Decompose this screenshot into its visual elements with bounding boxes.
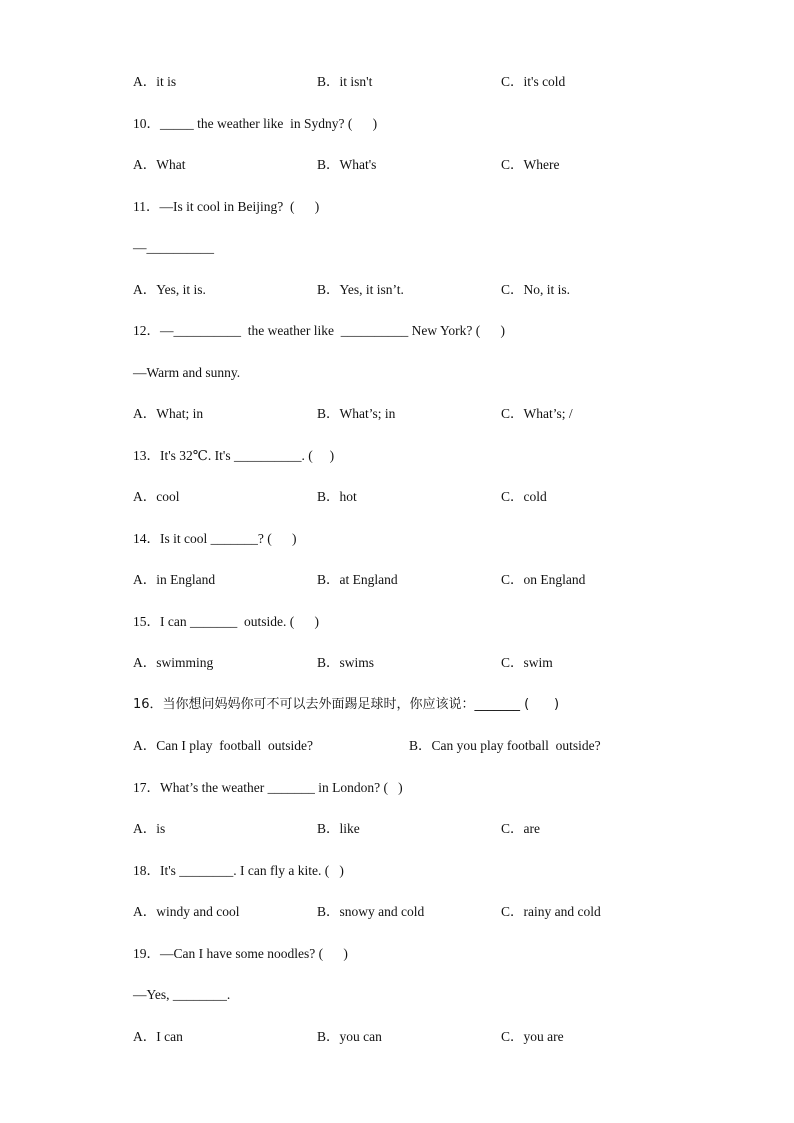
answer-option: C．rainy and cold bbox=[501, 904, 601, 919]
answer-option: B．it isn't bbox=[317, 74, 373, 89]
question-text: 18．It's ________. I can fly a kite. ( ) bbox=[133, 863, 344, 878]
answer-option: A．What; in bbox=[133, 406, 204, 421]
question-text: 14．Is it cool _______? ( ) bbox=[133, 531, 297, 546]
question-text: 15．I can _______ outside. ( ) bbox=[133, 614, 319, 629]
answer-option: B．you can bbox=[317, 1029, 382, 1044]
answer-option: A．in England bbox=[133, 572, 216, 587]
question-text: 19．—Can I have some noodles? ( ) bbox=[133, 946, 348, 961]
answer-option: A．What bbox=[133, 157, 186, 172]
answer-option: B．Yes, it isn’t. bbox=[317, 282, 404, 297]
answer-option: A．Can I play football outside? bbox=[133, 738, 313, 753]
answer-option: C．are bbox=[501, 821, 540, 836]
answer-option: B．like bbox=[317, 821, 360, 836]
answer-option: B．What’s; in bbox=[317, 406, 396, 421]
answer-line: —Warm and sunny. bbox=[133, 365, 241, 380]
answer-option: A．is bbox=[133, 821, 166, 836]
answer-line: —Yes, ________. bbox=[133, 987, 231, 1002]
answer-option: B．snowy and cold bbox=[317, 904, 425, 919]
answer-option: C．you are bbox=[501, 1029, 564, 1044]
answer-option: B．at England bbox=[317, 572, 398, 587]
answer-option: B．hot bbox=[317, 489, 357, 504]
answer-option: A．Yes, it is. bbox=[133, 282, 206, 297]
answer-option: A．cool bbox=[133, 489, 180, 504]
answer-option: A．windy and cool bbox=[133, 904, 240, 919]
question-text: 11．—Is it cool in Beijing? ( ) bbox=[133, 199, 320, 214]
question-text: 16．当你想问妈妈你可不可以去外面踢足球时，你应该说：_______ ( ) bbox=[133, 697, 560, 712]
answer-option: B．swims bbox=[317, 655, 375, 670]
answer-option: A．it is bbox=[133, 74, 177, 89]
answer-option: C．What’s; / bbox=[501, 406, 573, 421]
question-text: 17．What’s the weather _______ in London? ( ) bbox=[133, 780, 403, 795]
answer-option: C．Where bbox=[501, 157, 560, 172]
answer-option: C．No, it is. bbox=[501, 282, 571, 297]
answer-option: B．What's bbox=[317, 157, 377, 172]
answer-option: B．Can you play football outside? bbox=[409, 738, 601, 753]
answer-option: A．swimming bbox=[133, 655, 214, 670]
answer-line: —__________ bbox=[133, 240, 214, 255]
answer-option: C．it's cold bbox=[501, 74, 566, 89]
question-text: 10．_____ the weather like in Sydny? ( ) bbox=[133, 116, 378, 131]
question-text: 12．—__________ the weather like __________ New York? ( ) bbox=[133, 323, 505, 338]
answer-option: A．I can bbox=[133, 1029, 183, 1044]
question-text: 13．It's 32℃. It's __________. ( ) bbox=[133, 448, 335, 463]
answer-option: C．on England bbox=[501, 572, 586, 587]
answer-option: C．swim bbox=[501, 655, 553, 670]
answer-option: C．cold bbox=[501, 489, 547, 504]
